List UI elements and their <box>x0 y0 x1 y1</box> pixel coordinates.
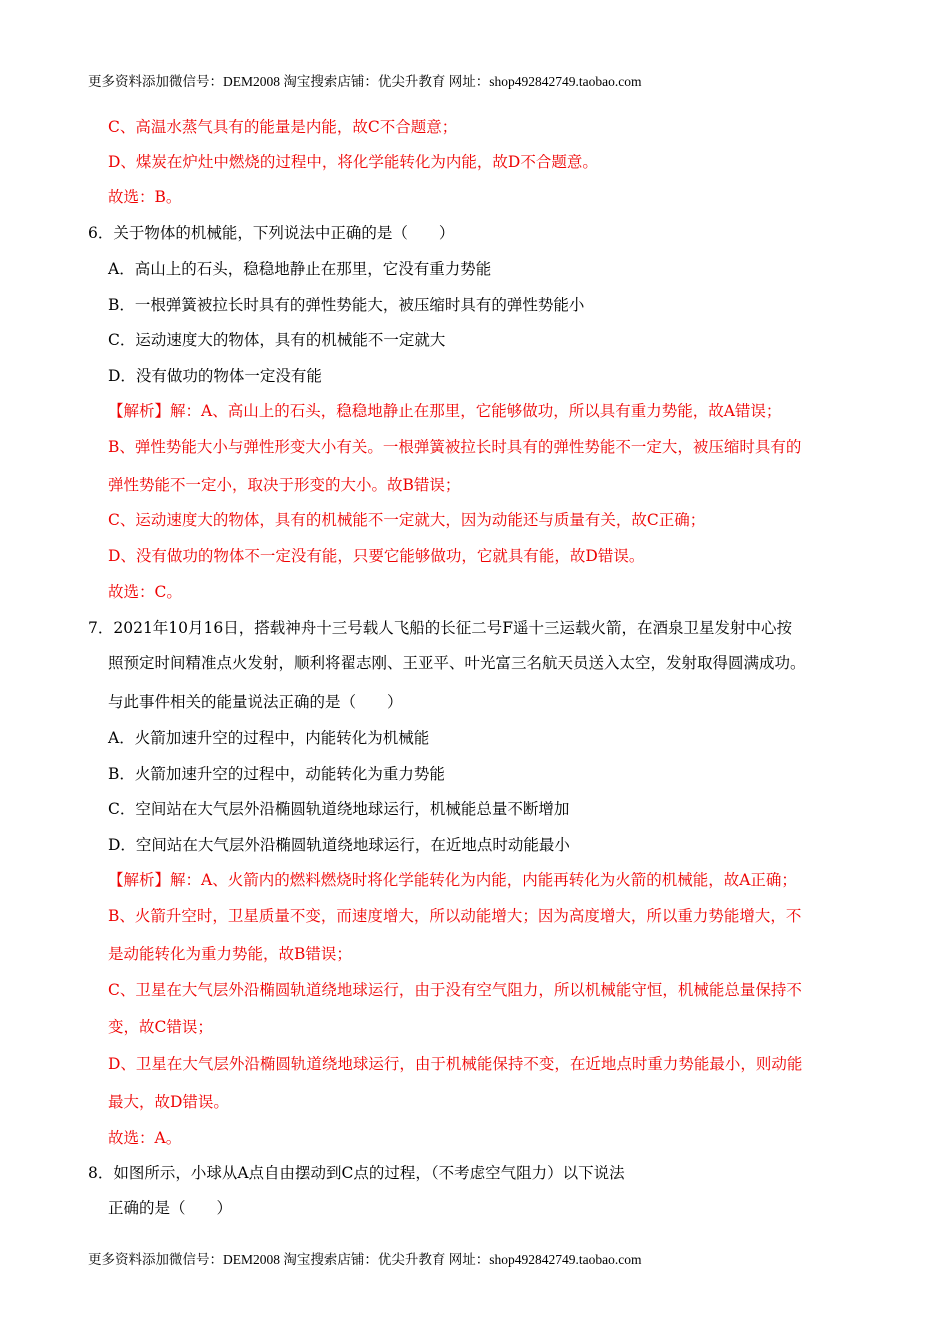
q7-option-c: C．空间站在大气层外沿椭圆轨道绕地球运行，机械能总量不断增加 <box>108 800 570 818</box>
q7-analysis-line-6: D、卫星在大气层外沿椭圆轨道绕地球运行，由于机械能保持不变，在近地点时重力势能最小，则动能 <box>108 1055 803 1073</box>
q7-stem-line-3: 与此事件相关的能量说法正确的是（ ） <box>108 693 403 711</box>
q6-option-d: D．没有做功的物体一定没有能 <box>108 367 322 385</box>
q7-analysis-text-1: 解：A、火箭内的燃料燃烧时将化学能转化为内能，内能再转化为火箭的机械能，故A正确； <box>170 871 797 889</box>
q6-analysis-line-2: B、弹性势能大小与弹性形变大小有关。一根弹簧被拉长时具有的弹性势能不一定大，被压缩时具有的 <box>108 438 802 456</box>
q6-option-c: C．运动速度大的物体，具有的机械能不一定就大 <box>108 331 446 349</box>
q6-option-a: A．高山上的石头，稳稳地静止在那里，它没有重力势能 <box>108 260 492 278</box>
q6-analysis-line-1 <box>108 400 781 422</box>
q6-analysis-text-1: 解：A、高山上的石头，稳稳地静止在那里，它能够做功，所以具有重力势能，故A错误； <box>170 402 782 420</box>
page-header: 更多资料添加微信号：DEM2008 淘宝搜索店铺：优尖升教育 网址：shop492842749.taobao.com <box>88 74 642 89</box>
q6-stem: 6．关于物体的机械能，下列说法中正确的是（ ） <box>88 224 455 242</box>
q7-option-a: A．火箭加速升空的过程中，内能转化为机械能 <box>108 729 430 747</box>
prev-analysis-c: C、高温水蒸气具有的能量是内能，故C不合题意； <box>108 118 458 136</box>
q6-analysis-line-4: C、运动速度大的物体，具有的机械能不一定就大，因为动能还与质量有关，故C正确； <box>108 511 706 529</box>
q7-option-d: D．空间站在大气层外沿椭圆轨道绕地球运行，在近地点时动能最小 <box>108 836 570 854</box>
q7-option-b: B．火箭加速升空的过程中，动能转化为重力势能 <box>108 765 445 783</box>
q7-analysis-line-1 <box>108 869 797 891</box>
q6-answer: 故选：C。 <box>108 583 182 601</box>
q6-analysis-line-3: 弹性势能不一定小，取决于形变的大小。故B错误； <box>108 476 461 494</box>
q7-analysis-line-4: C、卫星在大气层外沿椭圆轨道绕地球运行，由于没有空气阻力，所以机械能守恒，机械能总量保持不 <box>108 981 802 999</box>
q7-analysis-line-7: 最大，故D错误。 <box>108 1093 229 1111</box>
q7-stem-line-1: 7．2021年10月16日，搭载神舟十三号载人飞船的长征二号F遥十三运载火箭，在酒泉卫星发射中心按 <box>88 619 793 637</box>
prev-answer: 故选：B。 <box>108 188 182 206</box>
q8-stem-line-1: 8．如图所示，小球从A点自由摆动到C点的过程，（不考虑空气阻力）以下说法 <box>88 1164 625 1182</box>
q7-analysis-line-5: 变，故C错误； <box>108 1018 213 1036</box>
q7-analysis-line-3: 是动能转化为重力势能，故B错误； <box>108 945 352 963</box>
prev-analysis-d: D、煤炭在炉灶中燃烧的过程中，将化学能转化为内能，故D不合题意。 <box>108 153 598 171</box>
page-footer: 更多资料添加微信号：DEM2008 淘宝搜索店铺：优尖升教育 网址：shop492842749.taobao.com <box>88 1252 642 1267</box>
q6-analysis-line-5: D、没有做功的物体不一定没有能，只要它能够做功，它就具有能，故D错误。 <box>108 547 645 565</box>
q8-stem-line-2: 正确的是（ ） <box>108 1199 233 1217</box>
q7-stem-line-2: 照预定时间精准点火发射，顺利将翟志刚、王亚平、叶光富三名航天员送入太空，发射取得圆满成功。 <box>108 654 806 672</box>
q7-analysis-tag: 【解析】 <box>108 871 171 889</box>
q6-analysis-tag: 【解析】 <box>108 402 171 420</box>
q7-answer: 故选：A。 <box>108 1129 182 1147</box>
q7-analysis-line-2: B、火箭升空时，卫星质量不变，而速度增大，所以动能增大；因为高度增大，所以重力势能增大，不 <box>108 907 802 925</box>
q6-option-b: B．一根弹簧被拉长时具有的弹性势能大，被压缩时具有的弹性势能小 <box>108 296 585 314</box>
